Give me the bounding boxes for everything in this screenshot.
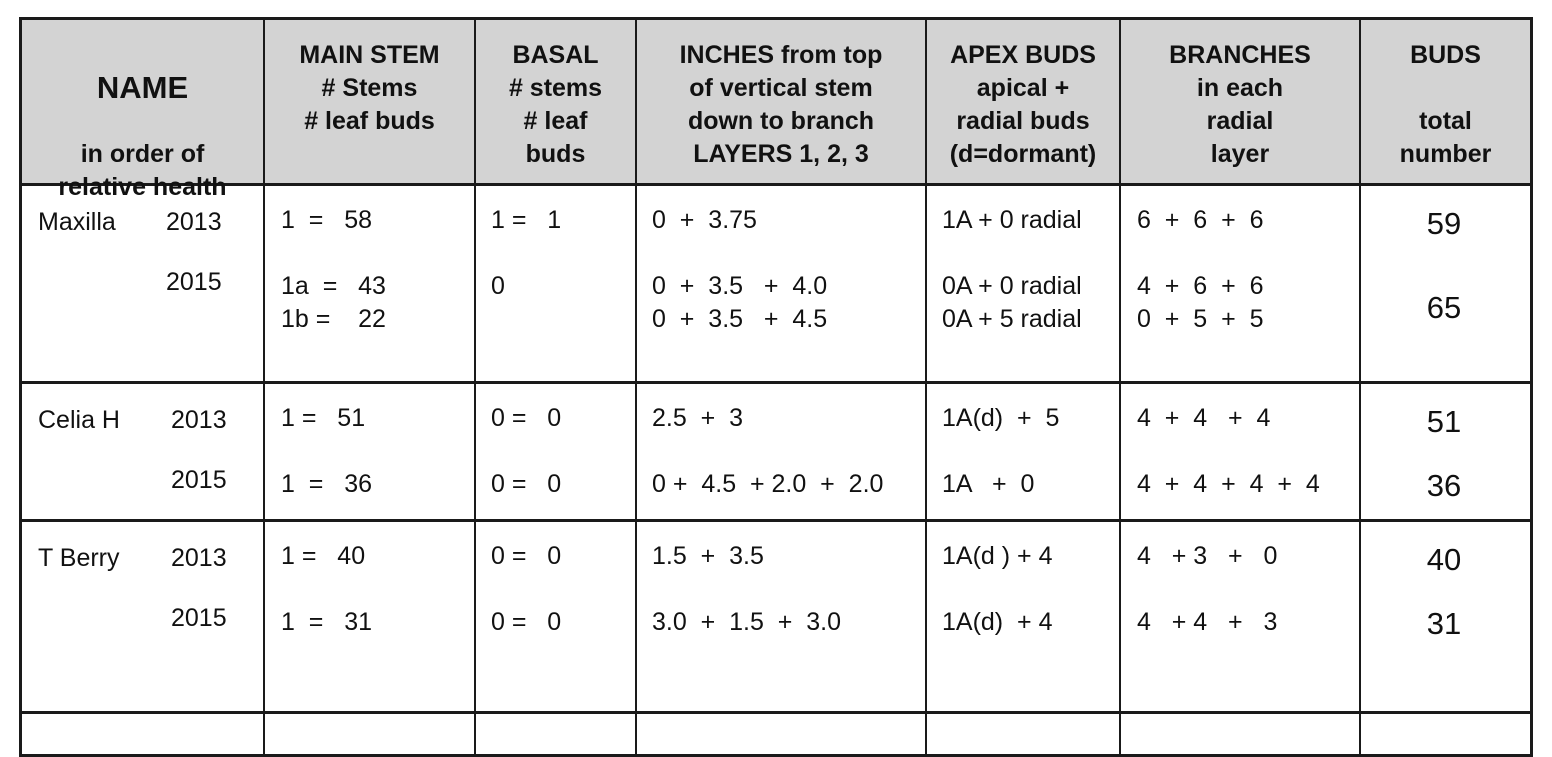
main-stem-value: 1 = 51 (281, 404, 366, 432)
main-stem-value: 1 = 58 (281, 206, 373, 234)
branches-value: 4 + 3 + 0 (1137, 542, 1278, 570)
basal-value: 1 = 1 (491, 206, 562, 234)
inches-value: 0 + 3.5 + 4.0 0 + 3.5 + 4.5 (652, 272, 828, 333)
basal-value: 0 = 0 (491, 542, 562, 570)
header-name-subtitle: in order of relative health (58, 140, 227, 201)
header-main-stem: MAIN STEM # Stems # leaf buds (299, 41, 440, 135)
row-divider (22, 711, 1530, 714)
year-label: 2015 (171, 466, 227, 494)
buds-total: 31 (1426, 606, 1462, 641)
main-stem-value: 1 = 36 (281, 470, 373, 498)
header-inches: INCHES from top of vertical stem down to branch LAYERS 1, 2, 3 (679, 41, 883, 168)
apex-buds-value: 1A + 0 (942, 470, 1035, 498)
buds-total: 51 (1426, 404, 1462, 439)
header-name (22, 20, 263, 201)
basal-value: 0 (491, 272, 505, 300)
main-stem-value: 1 = 40 (281, 542, 366, 570)
header-branches: BRANCHES in each radial layer (1169, 41, 1311, 168)
inches-value: 0 + 3.75 (652, 206, 757, 234)
apex-buds-value: 1A(d) + 4 (942, 608, 1053, 636)
header-name-title: NAME (96, 70, 189, 105)
header-apex-buds: APEX BUDS apical + radial buds (d=dormant) (949, 41, 1097, 168)
branches-value: 4 + 4 + 4 (1137, 404, 1271, 432)
plant-name: Maxilla (38, 208, 116, 236)
apex-buds-value: 1A + 0 radial (942, 206, 1082, 234)
year-label: 2013 (166, 208, 222, 236)
year-label: 2015 (171, 604, 227, 632)
branches-value: 4 + 4 + 3 (1137, 608, 1278, 636)
basal-value: 0 = 0 (491, 470, 562, 498)
basal-value: 0 = 0 (491, 404, 562, 432)
buds-total: 59 (1426, 206, 1462, 241)
inches-value: 2.5 + 3 (652, 404, 744, 432)
row-divider (22, 381, 1530, 384)
branches-value: 4 + 6 + 6 0 + 5 + 5 (1137, 272, 1264, 333)
branches-value: 6 + 6 + 6 (1137, 206, 1264, 234)
main-stem-value: 1 = 31 (281, 608, 373, 636)
row-divider (22, 519, 1530, 522)
inches-value: 0 + 4.5 + 2.0 + 2.0 (652, 470, 884, 498)
inches-value: 3.0 + 1.5 + 3.0 (652, 608, 842, 636)
apex-buds-value: 1A(d) + 5 (942, 404, 1060, 432)
plant-name: Celia H (38, 406, 120, 434)
buds-total: 40 (1426, 542, 1462, 577)
apex-buds-value: 0A + 0 radial 0A + 5 radial (942, 272, 1082, 333)
buds-total: 65 (1426, 290, 1462, 325)
year-label: 2013 (171, 544, 227, 572)
plant-name: T Berry (38, 544, 120, 572)
apex-buds-value: 1A(d ) + 4 (942, 542, 1053, 570)
inches-value: 1.5 + 3.5 (652, 542, 764, 570)
main-stem-value: 1a = 43 1b = 22 (281, 272, 386, 333)
data-table (19, 17, 1533, 757)
year-label: 2013 (171, 406, 227, 434)
year-label: 2015 (166, 268, 222, 296)
basal-value: 0 = 0 (491, 608, 562, 636)
branches-value: 4 + 4 + 4 + 4 (1137, 470, 1320, 498)
header-basal: BASAL # stems # leaf buds (508, 41, 603, 168)
header-buds: BUDS total number (1399, 41, 1492, 168)
buds-total: 36 (1426, 468, 1462, 503)
